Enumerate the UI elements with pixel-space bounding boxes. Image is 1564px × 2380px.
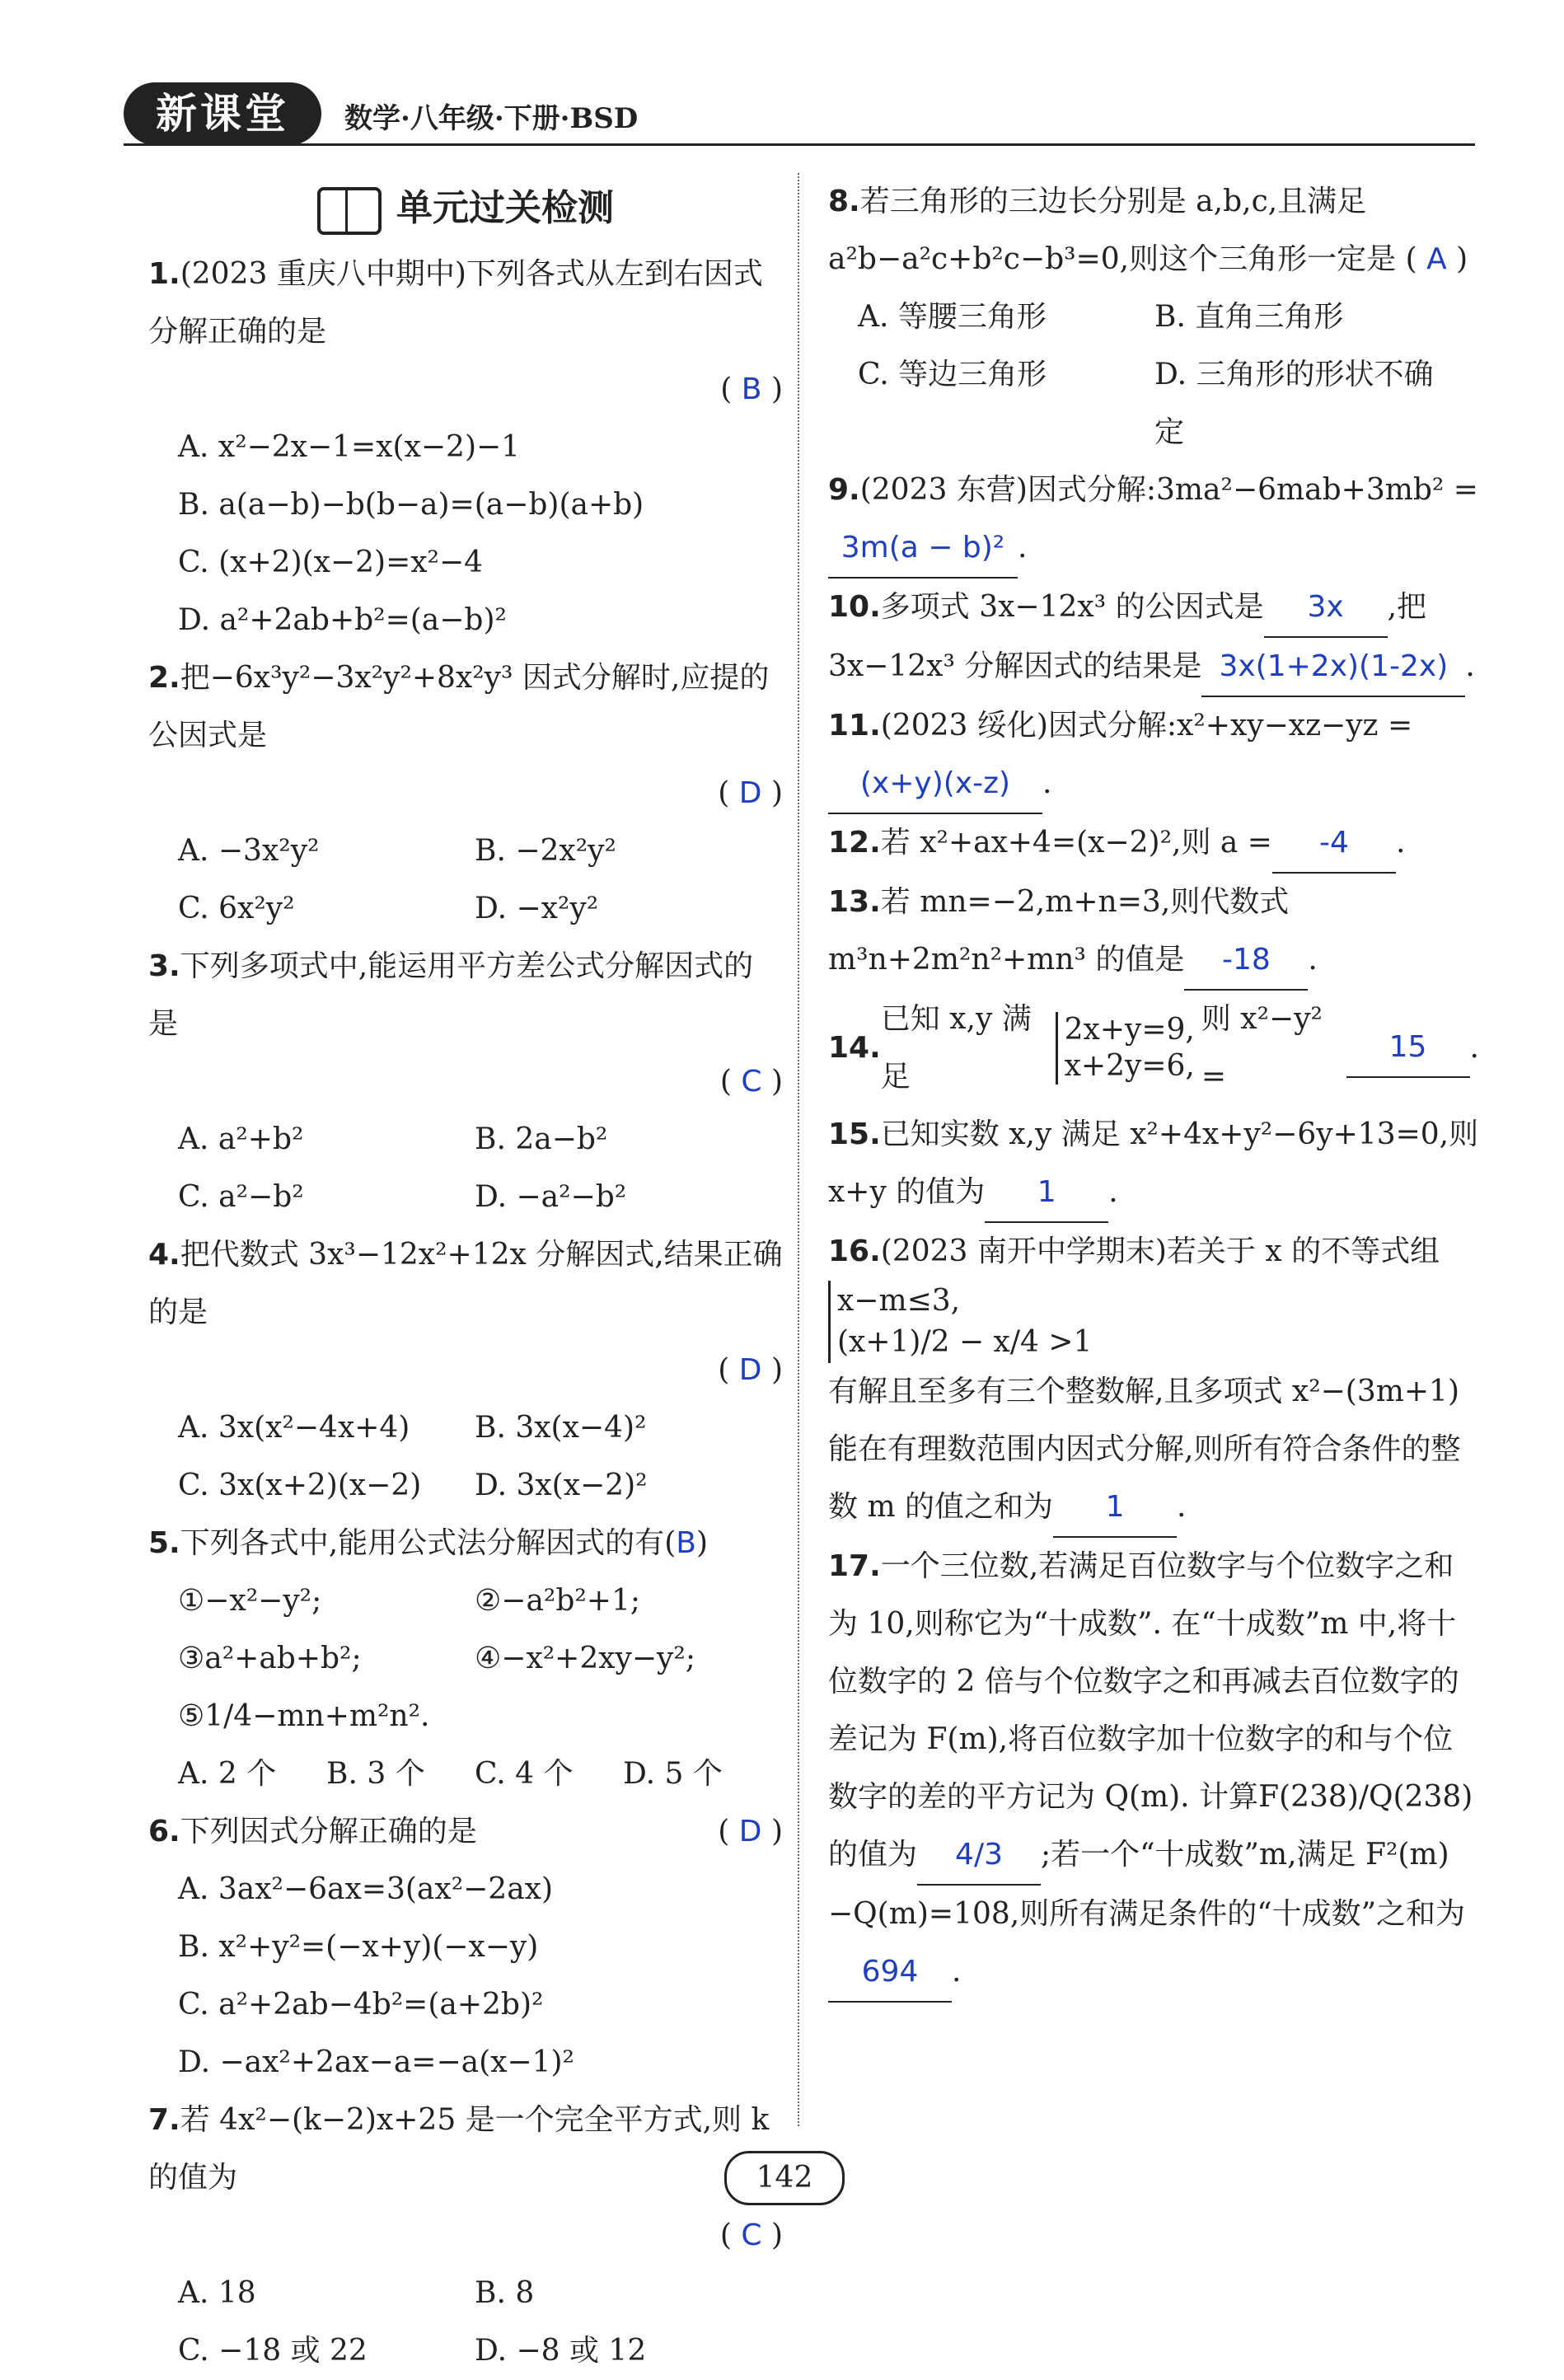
answer: C xyxy=(741,1065,762,1099)
answer: -18 xyxy=(1184,931,1308,991)
answer: -4 xyxy=(1272,814,1396,874)
question-9: 9.(2023 东营)因式分解:3ma²−6mab+3mb² = 3m(a − b)² . xyxy=(828,461,1479,579)
question-16: 16.(2023 南开中学期末)若关于 x 的不等式组 x−m≤3, (x+1)/2 − x/4 >1 有解且至多有三个整数解,且多项式 x²−(3m+1) 能在有理数范围内因式分解,则所有符合条件的整数 m 的值之和为 1 . xyxy=(828,1223,1479,1538)
question-13: 13.若 mn=−2,m+n=3,则代数式 m³n+2m²n²+mn³ 的值是 -18 . xyxy=(828,874,1479,991)
question-1: 1.(2023 重庆八中期中)下列各式从左到右因式分解正确的是 ( B ) A. x²−2x−1=x(x−2)−1 B. a(a−b)−b(b−a)=(a−b)(a+b) C. (x+2)(x−2)=x²−4 D. a²+2ab+b²=(a−b)² xyxy=(148,257,783,637)
question-10: 10.多项式 3x−12x³ 的公因式是 3x ,把 3x−12x³ 分解因式的结果是 3x(1+2x)(1-2x) . xyxy=(828,579,1479,697)
column-divider xyxy=(798,173,799,2126)
answer: 3x(1+2x)(1-2x) xyxy=(1201,638,1465,697)
question-5: 5.下列各式中,能用公式法分解因式的有(B) ①−x²−y²; ②−a²b²+1; ③a²+ab+b²; ④−x²+2xy−y²; ⑤1/4−mn+m²n². A. 2 个 B. 3 个 C. 4 个 D. 5 个 xyxy=(148,1526,723,1791)
left-column xyxy=(148,173,783,2380)
answer: D xyxy=(738,1353,762,1387)
question-2: 2.把−6x³y²−3x²y²+8x²y³ 因式分解时,应提的公因式是 ( D ) A. −3x²y² B. −2x²y² C. 6x²y² D. −x²y² xyxy=(148,661,783,925)
answer: 4/3 xyxy=(917,1826,1041,1886)
answer: 3x xyxy=(1264,579,1388,638)
right-column xyxy=(828,173,1479,2003)
answer: A xyxy=(1426,242,1447,276)
question-15: 15.已知实数 x,y 满足 x²+4x+y²−6y+13=0,则 x+y 的值为 1 . xyxy=(828,1106,1479,1223)
answer: D xyxy=(738,776,762,810)
page-number: 142 xyxy=(724,2151,845,2205)
brand-logo: 新课堂 xyxy=(124,82,321,145)
question-11: 11.(2023 绥化)因式分解:x²+xy−xz−yz = (x+y)(x-z) . xyxy=(828,697,1479,814)
answer: B xyxy=(676,1526,696,1560)
book-subtitle: 数学·八年级·下册·BSD xyxy=(344,102,639,135)
answer: C xyxy=(741,2218,762,2252)
question-8: 8.若三角形的三边长分别是 a,b,c,且满足 a²b−a²c+b²c−b³=0,则这个三角形一定是 ( A ) A. 等腰三角形 B. 直角三角形 C. 等边三角形 D. 三角形的形状不确定 xyxy=(828,185,1468,449)
question-7: 7.若 4x²−(k−2)x+25 是一个完全平方式,则 k 的值为 ( C ) A. 18 B. 8 C. −18 或 22 D. −8 或 12 xyxy=(148,2103,783,2368)
answer: 15 xyxy=(1346,1019,1470,1078)
answer: (x+y)(x-z) xyxy=(828,755,1042,814)
question-3: 3.下列多项式中,能运用平方差公式分解因式的是 ( C ) A. a²+b² B. 2a−b² C. a²−b² D. −a²−b² xyxy=(148,949,783,1214)
question-4: 4.把代数式 3x³−12x²+12x 分解因式,结果正确的是 ( D ) A. 3x(x²−4x+4) B. 3x(x−4)² C. 3x(x+2)(x−2) D. 3x(x−2)² xyxy=(148,1238,783,1502)
question-14: 14. 已知 x,y 满足 2x+y=9, x+2y=6, 则 x²−y² = 15 . xyxy=(828,1002,1479,1094)
answer: 1 xyxy=(985,1164,1108,1223)
section-title: 单元过关检测 xyxy=(148,180,783,237)
answer: 1 xyxy=(1053,1478,1177,1538)
answer: 3m(a − b)² xyxy=(828,519,1018,579)
answer: D xyxy=(738,1815,762,1848)
header-rule xyxy=(124,143,1475,146)
question-12: 12.若 x²+ax+4=(x−2)²,则 a = -4 . xyxy=(828,814,1479,874)
page-header xyxy=(124,82,1475,148)
question-6: 6.下列因式分解正确的是 ( D ) A. 3ax²−6ax=3(ax²−2ax) B. x²+y²=(−x+y)(−x−y) C. a²+2ab−4b²=(a+2b)² D. −ax²+2ax−a=−a(x−1)² xyxy=(148,1815,783,2079)
book-icon xyxy=(317,187,382,235)
question-17: 17.一个三位数,若满足百位数字与个位数字之和为 10,则称它为“十成数”. 在“十成数”m 中,将十位数字的 2 倍与个位数字之和再减去百位数字的差记为 F(m),将百位数字加十位数字的和与个位数字的差的平方记为 Q(m). 计算F(238)/Q(238)的值为 4/3 ;若一个“十成数”m,满足 F²(m)−Q(m)=108,则所有满足条件的“十成数”之和为694 . xyxy=(828,1538,1479,2003)
answer: B xyxy=(741,372,762,406)
answer: 694 xyxy=(828,1943,952,2003)
